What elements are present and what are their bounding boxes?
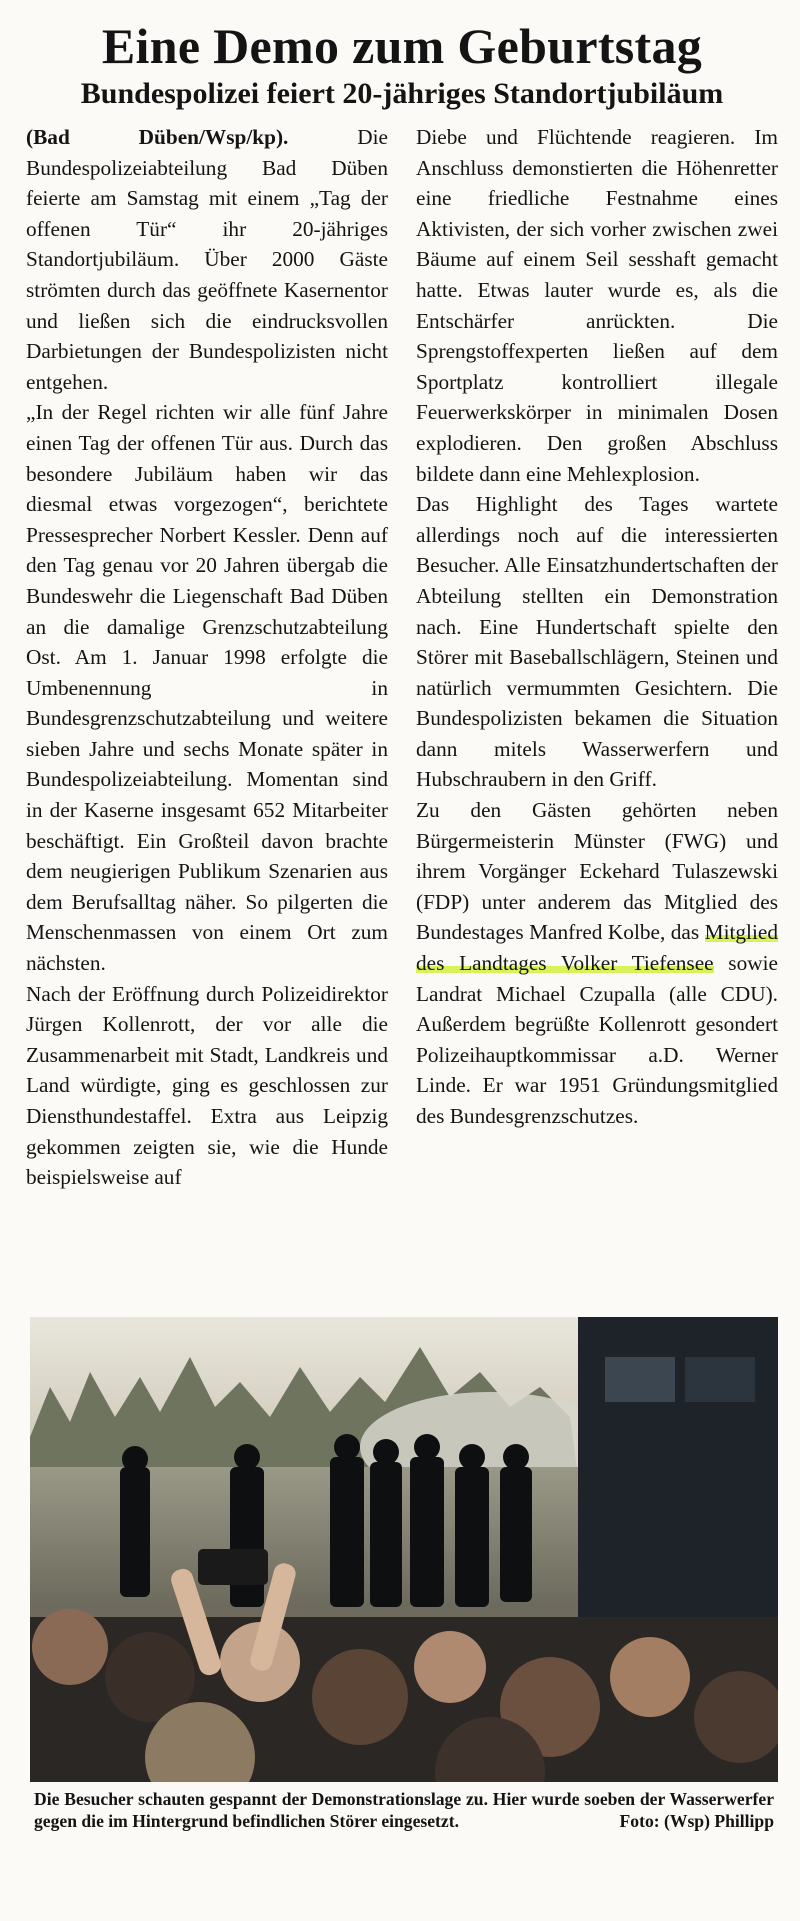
headline: Eine Demo zum Geburtstag	[101, 18, 703, 74]
crowd-foreground	[30, 1609, 778, 1782]
paragraph-3: Nach der Eröffnung durch Polizeidirektor Jürgen Kollenrott, der vor alle die Zusammenarbeit mit Stadt, Landkreis und Land würdigte, ging es geschlossen zur Diensthundestaffel. Extra aus Leipzig gekommen zeigten sie, wie die Hunde beispielsweise auf	[26, 981, 388, 1190]
paragraph-5: Das Highlight des Tages wartete allerdings noch auf die interessierten Besucher. Alle Einsatzhundertschaften der Abteilung stellten ein Demonstration nach. Eine Hundertschaft spielte den Störer mit Baseballschlägern, Steinen und natürlich vermummten Gesichtern. Die Bundespolizisten bekamen die Situation dann mitels Wasserwerfern und Hubschraubern in den Griff.	[416, 492, 778, 792]
photo-caption	[34, 1788, 774, 1832]
demonstration-photo	[30, 1317, 778, 1782]
paragraph-1-text: Die Bundespolizeiabteilung Bad Düben feierte am Samstag mit einem „Tag der offenen Tür“ ihr 20-jähriges Standortjubiläum. Über 2000 Gäste strömten durch das geöffnete Kasernentor und ließen sich die eindrucksvollen Darbietungen der Bundespolizisten nicht entgehen.	[26, 125, 388, 394]
subheadline: Bundespolizei feiert 20-jähriges Standortjubiläum	[80, 77, 724, 110]
highlighted-text: Mitglied des Landtages Volker Tiefensee	[416, 920, 778, 976]
paragraph-4: Diebe und Flüchtende reagieren. Im Anschluss demonstierten die Höhenretter eine friedliche Festnahme eines Aktivisten, der sich vorher zwischen zwei Bäume auf einem Seil sesshaft gemacht hatte. Etwas lauter wurde es, als die Entschärfer anrückten. Die Sprengstoffexperten ließen auf dem Sportplatz kontrolliert illegale Feuerwerkskörper in minimalen Dosen explodieren. Den großen Abschluss bildete dann eine Mehlexplosion.	[416, 125, 778, 486]
paragraph-6-end: sowie Landrat Michael Czupalla (alle CDU). Außerdem begrüßte Kollenrott gesondert Polizeihauptkommissar a.D. Werner Linde. Er war 1951 Gründungsmitglied des Bundesgrenzschutzes.	[416, 951, 778, 1128]
left-column	[26, 122, 388, 1317]
paragraph-6-start: Zu den Gästen gehörten neben Bürgermeisterin Münster (FWG) und ihrem Vorgänger Eckehard Tulaszewski (FDP) unter anderem das Mitglied des Bundestages Manfred Kolbe, das	[416, 798, 778, 945]
dateline: (Bad Düben/Wsp/kp).	[26, 125, 289, 149]
truck-panel	[685, 1357, 755, 1402]
right-column	[416, 122, 778, 1317]
paragraph-6	[416, 795, 778, 1132]
caption-text: Die Besucher schauten gespannt der Demonstrationslage zu. Hier wurde soeben der Wasserwerfer gegen die im Hintergrund befindlichen Störer eingesetzt.	[34, 1789, 774, 1831]
photo-illustration	[30, 1317, 778, 1782]
photo-credit: Foto: (Wsp) Phillipp	[619, 1811, 774, 1831]
truck-window	[605, 1357, 675, 1402]
paragraph-2: „In der Regel richten wir alle fünf Jahre einen Tag der offenen Tür aus. Durch das besondere Jubiläum haben wir das diesmal etwas vorgezogen“, berichtete Pressesprecher Norbert Kessler. Denn auf den Tag genau vor 20 Jahren übergab die Bundeswehr die Liegenschaft Bad Düben an die damalige Grenzschutzabteilung Ost. Am 1. Januar 1998 erfolgte die Umbenennung in Bundesgrenzschutzabteilung und weitere sieben Jahre und sechs Monate später in Bundespolizeiabteilung. Momentan sind in der Kaserne insgesamt 652 Mitarbeiter beschäftigt. Ein Großteil davon brachte dem neugierigen Publikum Szenarien aus dem Berufsalltag näher. So pilgerten die Menschenmassen von einem Ort zum nächsten.	[26, 400, 388, 976]
paragraph-1	[26, 122, 388, 397]
article-columns	[26, 122, 778, 1317]
